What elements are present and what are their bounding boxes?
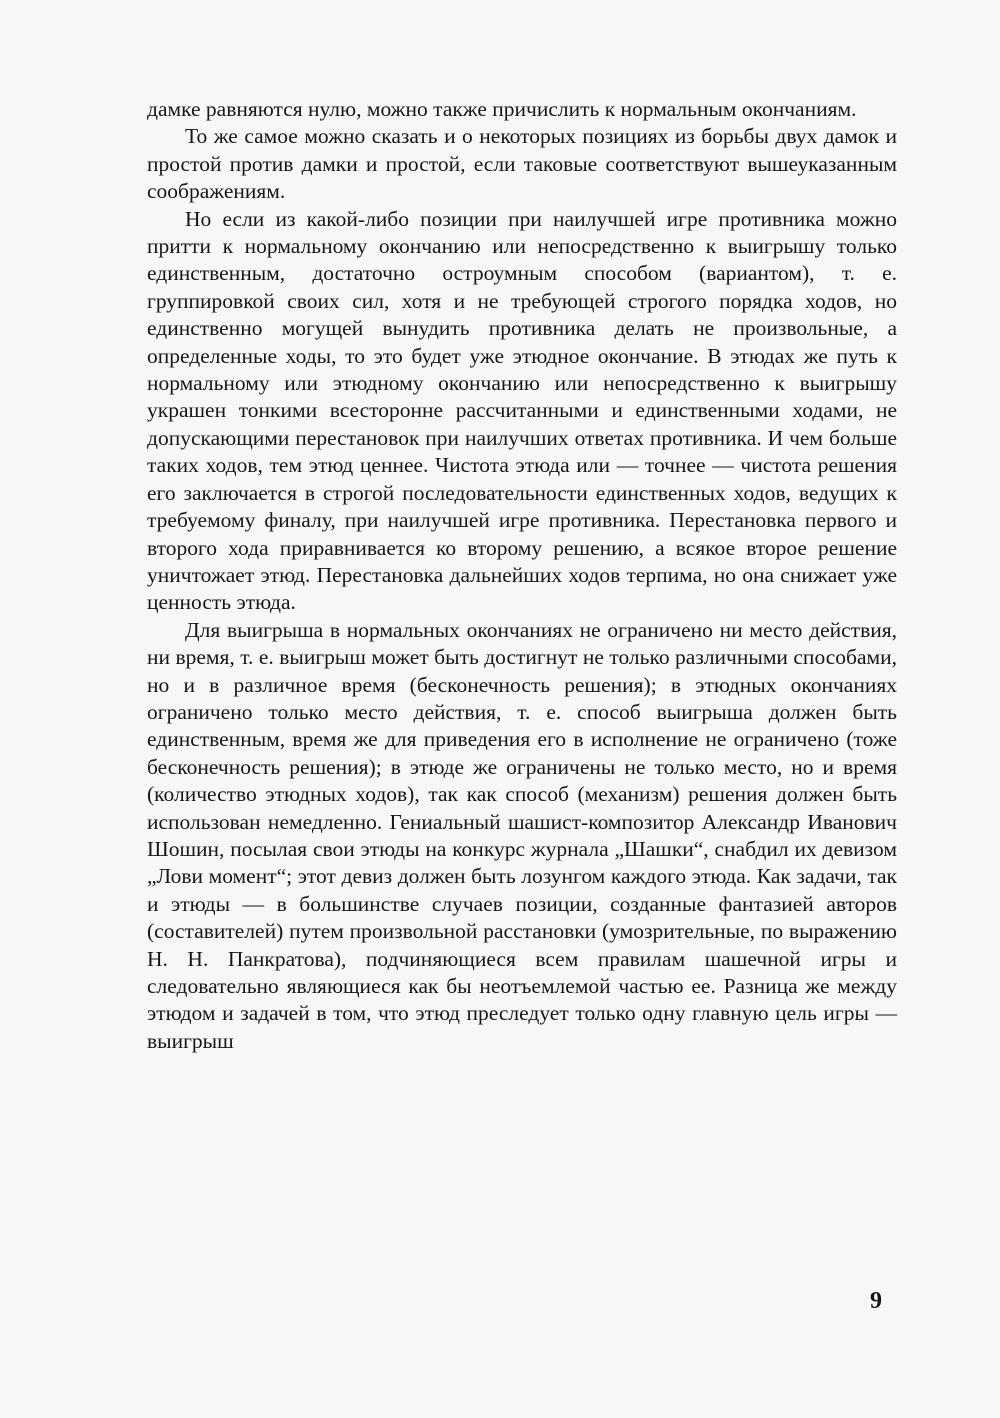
paragraph-normal-endings: Для выигрыша в нормальных окончаниях не ограничено ни место действия, ни время, т. е. выигрыш может быть достигнут не только различными способами, но и в различное время (бесконечность решения); в этюдных окончаниях ограничено только место действия, т. е. способ выигрыша должен быть единственным, время же для приведения его в исполнение не ограничено (тоже бесконечность решения); в этюде же ограничены не только место, но и время (количество этюдных ходов), так как способ (механизм) решения должен быть использован немедленно. Гениальный шашист-композитор Александр Иванович Шошин, посылая свои этюды на конкурс журнала „Шашки“, снабдил их девизом „Лови момент“; этот девиз должен быть лозунгом каждого этюда. Как задачи, так и этюды — в большинстве случаев позиции, созданные фантазией авторов (составителей) путем произвольной расстановки (умозрительные, по выражению Н. Н. Панкратова), подчиняющиеся всем правилам шашечной игры и следовательно являющиеся как бы неотъемлемой частью ее. Разница же между этюдом и задачей в том, что этюд преследует только одну главную цель игры — выигрыш <box>147 617 897 1053</box>
page-number: 9 <box>870 1288 882 1314</box>
paragraph-continuation: дамке равняются нулю, можно также причислить к нормальным окончаниям. <box>147 97 857 121</box>
body-text <box>147 96 897 1055</box>
paragraph-two-kings: То же самое можно сказать и о некоторых позициях из борьбы двух дамок и простой против дамки и простой, если таковые соответствуют вышеуказанным соображениям. <box>147 124 897 204</box>
paragraph-etude-ending: Но если из какой-либо позиции при наилучшей игре противника можно притти к нормальному окончанию или непосредственно к выигрышу только единственным, достаточно остроумным способом (вариантом), т. е. группировкой своих сил, хотя и не требующей строгого порядка ходов, но единственно могущей вынудить противника делать не произвольные, а определенные ходы, то это будет уже этюдное окончание. В этюдах же путь к нормальному или этюдному окончанию или непосредственно к выигрышу украшен тонкими всесторонне рассчитанными и единственными ходами, не допускающими перестановок при наилучших ответах противника. И чем больше таких ходов, тем этюд ценнее. Чистота этюда или — точнее — чистота решения его заключается в строгой последовательности единственных ходов, ведущих к требуемому финалу, при наилучшей игре противника. Перестановка первого и второго хода приравнивается ко второму решению, а всякое второе решение уничтожает этюд. Перестановка дальнейших ходов терпима, но она снижает уже ценность этюда. <box>147 206 897 615</box>
